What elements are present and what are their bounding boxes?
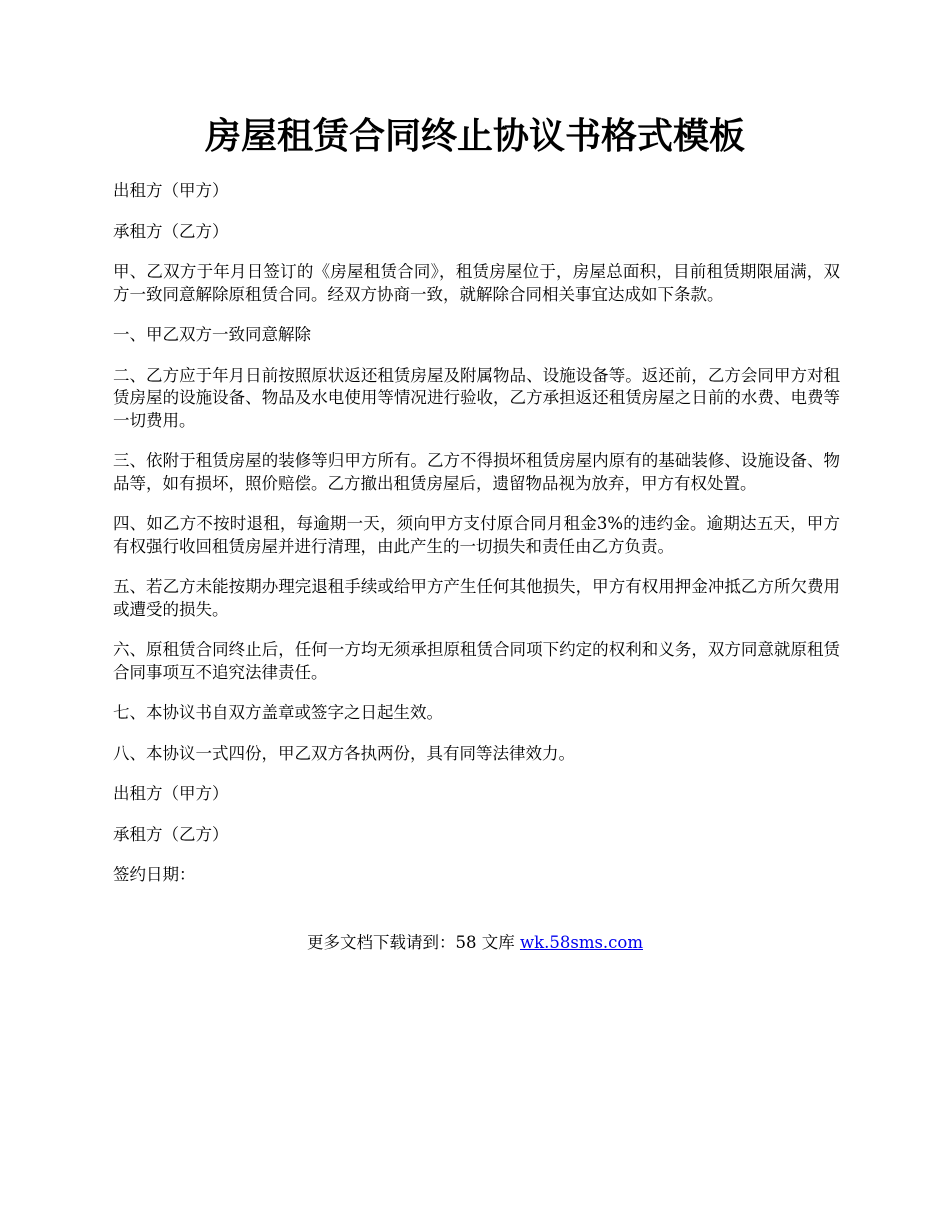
clause-8: 八、本协议一式四份，甲乙双方各执两份，具有同等法律效力。 [113,743,575,763]
footer-link[interactable]: wk.58sms.com [519,933,643,952]
document-body [113,180,840,905]
signature-party-a: 出租方（甲方） [113,784,229,803]
signing-date: 签约日期： [113,865,196,884]
document-title: 房屋租赁合同终止协议书格式模板 [204,115,745,157]
clause-3: 三、依附于租赁房屋的装修等归甲方所有。乙方不得损坏租赁房屋内原有的基础装修、设施设备、物品等，如有损坏，照价赔偿。乙方撤出租赁房屋后，遗留物品视为放弃，甲方有权处置。 [113,451,840,493]
clause-7: 七、本协议书自双方盖章或签字之日起生效。 [113,703,443,722]
party-a-label: 出租方（甲方） [113,181,229,200]
intro-paragraph: 甲、乙双方于年月日签订的《房屋租赁合同》，租赁房屋位于，房屋总面积，目前租赁期限届满，双方一致同意解除原租赁合同。经双方协商一致，就解除合同相关事宜达成如下条款。 [113,262,840,304]
footer-prefix: 更多文档下载请到：58 文库 [306,933,520,952]
clause-6: 六、原租赁合同终止后，任何一方均无须承担原租赁合同项下约定的权利和义务，双方同意就原租赁合同事项互不追究法律责任。 [113,640,840,682]
clause-1: 一、甲乙双方一致同意解除 [113,325,311,344]
signature-party-b: 承租方（乙方） [113,824,229,844]
clause-5: 五、若乙方未能按期办理完退租手续或给甲方产生任何其他损失，甲方有权用押金冲抵乙方所欠费用或遭受的损失。 [113,577,840,619]
clause-2: 二、乙方应于年月日前按照原状返还租赁房屋及附属物品、设施设备等。返还前，乙方会同甲方对租赁房屋的设施设备、物品及水电使用等情况进行验收，乙方承担返还租赁房屋之日前的水费、电费等一切费用。 [113,365,840,430]
clause-4: 四、如乙方不按时退租，每逾期一天，须向甲方支付原合同月租金3%的违约金。逾期达五天，甲方有权强行收回租赁房屋并进行清理，由此产生的一切损失和责任由乙方负责。 [113,514,840,556]
party-b-label: 承租方（乙方） [113,221,229,241]
download-footer [0,932,950,954]
